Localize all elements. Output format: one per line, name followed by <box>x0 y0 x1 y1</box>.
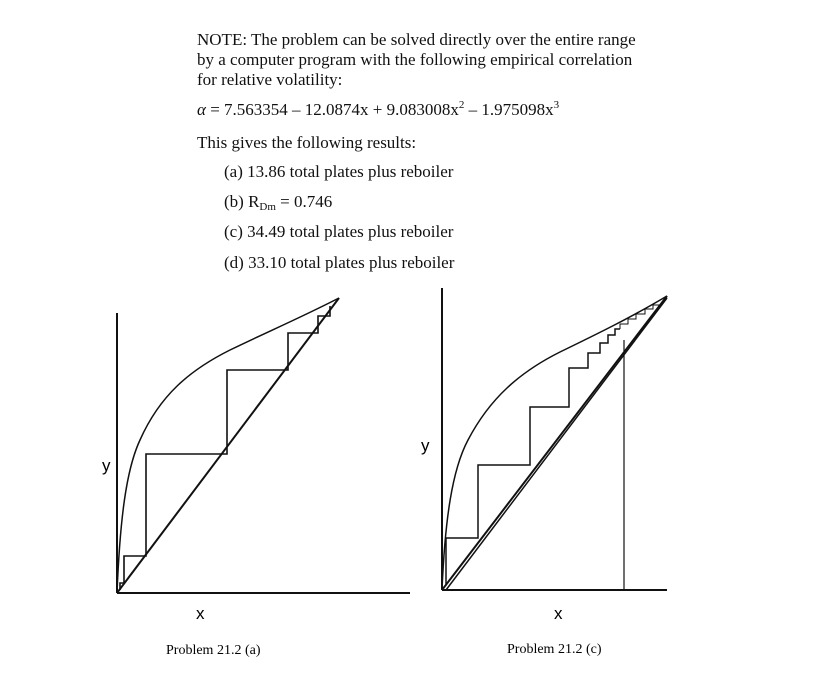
note-line-2: by a computer program with the following empirical correlation <box>197 50 633 69</box>
left-diagonal-line <box>117 298 339 593</box>
note-line-3: for relative volatility: <box>197 70 343 89</box>
formula-exp-3: 3 <box>553 99 560 111</box>
right-dense-steps <box>620 305 660 329</box>
formula-eq: = 7.563354 – 12.0874x + 9.083008x <box>205 100 459 119</box>
left-caption: Problem 21.2 (a) <box>166 643 261 658</box>
result-b-subscript: Dm <box>259 201 276 213</box>
result-b-suffix: = 0.746 <box>275 192 333 211</box>
right-y-label: y <box>421 436 430 455</box>
figure-left <box>117 298 410 593</box>
right-diagonal-line <box>442 296 667 590</box>
result-d: (d) 33.10 total plates plus reboiler <box>224 253 455 272</box>
left-x-label: x <box>196 604 205 623</box>
alpha-symbol: α <box>197 100 206 119</box>
right-caption: Problem 21.2 (c) <box>507 642 602 657</box>
right-operating-line <box>446 298 667 590</box>
figure-right <box>442 288 667 590</box>
result-b-prefix: (b) R <box>224 192 260 211</box>
note-line-1: NOTE: The problem can be solved directly over the entire range <box>197 30 636 49</box>
formula-mid: – 1.975098x <box>464 100 554 119</box>
right-x-label: x <box>554 604 563 623</box>
result-a: (a) 13.86 total plates plus reboiler <box>224 162 454 181</box>
formula-exp-2: 2 <box>458 99 465 111</box>
left-y-label: y <box>102 456 111 475</box>
results-intro: This gives the following results: <box>197 133 417 152</box>
result-c: (c) 34.49 total plates plus reboiler <box>224 222 454 241</box>
